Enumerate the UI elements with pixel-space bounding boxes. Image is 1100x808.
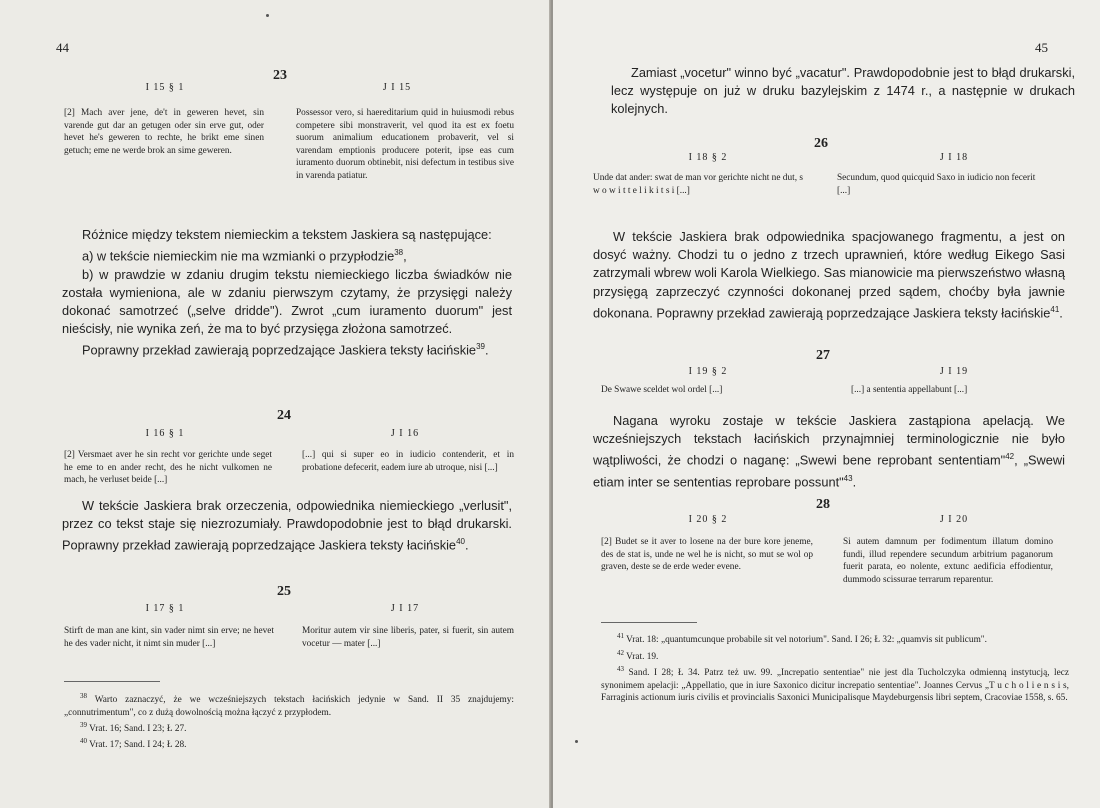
column-heading: I 15 § 1 (145, 82, 185, 93)
commentary-paragraph: W tekście Jaskiera brak orzeczenia, odpowiednika niemieckiego „verlusit", przez co tekst staje się niezrozumiały. Prawdopodobnie jest to błąd drukarski. Poprawny przekład zawierają poprzedzające Jaskiera teksty łacińskie$^{40}$. (62, 498, 512, 553)
footnote-ref: 39 (476, 342, 485, 352)
latin-text: [...] qui si super eo in iudicio contenderit, et in probatione defecerit, eadem iure ab utroque, nisi [...] (302, 450, 514, 473)
commentary-paragraph (62, 226, 512, 360)
speck (266, 14, 269, 17)
column-heading: I 19 § 2 (688, 366, 728, 377)
footnote-ref: 41 (1050, 304, 1060, 314)
footnote: $^{39}$ Vrat. 16; Sand. I 23; Ł 27. (80, 720, 187, 734)
german-text: [2] Versmaet aver he sin recht vor gerichte unde seget he eme to en ander recht, des he nicht vulkomen ne mach, he verluset beide [...] (64, 450, 272, 486)
footnote-ref: 38 (394, 248, 404, 258)
german-text: De Swawe sceldet wol ordel [...] (601, 385, 723, 395)
column-heading: J I 18 (939, 152, 969, 163)
footnote: $^{38}$ Warto zaznaczyć, że we wcześniejszych tekstach łacińskich jedynie w Sand. II 35 znajdujemy: „connutrimentum", co z dużą dowolnością można łączyć z przypłodem. (64, 692, 514, 718)
speck (575, 740, 578, 743)
column-heading: J I 15 (382, 82, 412, 93)
footnote: $^{40}$ Vrat. 17; Sand. I 24; Ł 28. (80, 737, 187, 751)
list-item: a) w tekście niemieckim nie ma wzmianki o przypłodzie$^{38}$, (82, 248, 407, 264)
latin-text: [...] a sententia appellabunt [...] (851, 385, 968, 395)
column-heading: I 18 § 2 (688, 152, 728, 163)
footnote-ref: 43 (843, 473, 853, 483)
list-item: b) w prawdzie w zdaniu drugim tekstu niemieckiego liczba świadków nie została wymieniona, ale w zdaniu pierwszym czytamy, że przysięgi należy dokonać samotrzeć („selve dridde"). Zwrot „cum iuramento duorum" jest nieścisły, nie wynika zeń, że ma to być przysięga złożona samotrzeć. (62, 266, 512, 337)
footnote-ref: 40 (456, 537, 465, 547)
commentary-paragraph: W tekście Jaskiera brak odpowiednika spacjowanego fragmentu, a jest on dosyć ważny. Chodzi tu o jedno z trzech uprawnień, które według Eikego Sasi zatrzymali wbrew woli Karola Wielkiego. Sas mianowicie ma pierwszeństwo własną przysięgą zaprzeczyć czynności dokonanej przed sądem, choćby była jawnie dokonana. Poprawny przekład zawierają poprzedzające Jaskiera teksty łacińskie$^{41}$. (593, 229, 1065, 321)
section-number: 26 (814, 136, 828, 151)
footnotes (64, 690, 514, 752)
footnote-ref: 42 (1005, 452, 1015, 462)
column-heading: J I 17 (390, 603, 420, 614)
commentary-paragraph: Zamiast „vocetur" winno być „vacatur". Prawdopodobnie jest to błąd drukarski, lecz występuje on już w druku bazylejskim z 1474 r., a następnie w drukach kolejnych. (611, 65, 1075, 117)
right-page (553, 0, 1100, 808)
section-number: 23 (273, 68, 287, 83)
german-text: [2] Mach aver jene, de't in geweren hevet, sin varende gut dar an getugen oder sin erve gut, oder hevet he's geweren to rechte, he brikt eme sinen getuch; eme ne werde brok an sime geweren. (64, 108, 264, 156)
footnote-rule (601, 622, 697, 623)
column-heading: J I 19 (939, 366, 969, 377)
commentary-paragraph: Nagana wyroku zostaje w tekście Jaskiera zastąpiona apelacją. We wcześniejszych tekstach łacińskich przynajmniej terminologicznie nie było wątpliwości, że chodzi o naganę: „Swewi bene reprobant sententiam"$^{42}$, „Swewi etiam inter se sententias reprobare possunt"$^{43}$. (593, 413, 1065, 490)
footnote: $^{43}$ Sand. I 28; Ł 34. Patrz też uw. 99. „Increpatio sententiae" nie jest dla Tucholczyka odmienną instytucją, lecz synonimem apelacji: „Appellatio, que in iure Saxonico dicitur increpatio sententiae". Joannes Cervus „T u c h o l i e n s i s, Farraginis actionum iuris civilis et provincialis Saxonici Municipalisque Maydeburgensis libri septem, Cracoviae 1558, s. 65. (601, 665, 1070, 703)
footnote-rule (64, 681, 160, 682)
section-number: 28 (816, 497, 830, 512)
german-text: [2] Budet se it aver to losene na der bure kore jeneme, des de stat is, unde ne wel he is nicht, so mut se wol op graven, deste se de erde weder evene. (601, 537, 813, 573)
latin-text: Moritur autem vir sine liberis, pater, si fuerit, sin autem vocetur — mater [...] (302, 626, 514, 649)
latin-text: Secundum, quod quicquid Saxo in iudicio non fecerit [...] (837, 173, 1036, 196)
german-text: Unde dat ander: swat de man vor gerichte nicht ne dut, s w o w i t t e l i k i t s i [...] (593, 173, 803, 196)
column-heading: I 16 § 1 (145, 428, 185, 439)
column-heading: J I 16 (390, 428, 420, 439)
footnotes (601, 630, 1069, 704)
page-number: 45 (1035, 40, 1048, 55)
section-number: 27 (816, 348, 830, 363)
column-heading: I 17 § 1 (145, 603, 185, 614)
column-heading: J I 20 (939, 514, 969, 525)
german-text: Stirft de man ane kint, sin vader nimt sin erve; ne hevet he des vader nicht, it nimt sin muder [...] (64, 626, 274, 649)
paragraph-text: Poprawny przekład zawierają poprzedzające Jaskiera teksty łacińskie$^{39}$. (82, 342, 489, 358)
page-number: 44 (56, 40, 69, 55)
latin-text: Possessor vero, si haereditarium quid in huiusmodi rebus competere sibi monstraverit, vel quod ita est ex foetu suorum animalium educationem probaverit, vel si varendam emptionis producere poterit, ipse eas cum iuramento duorum obtinebit, nisi defectum in testibus sive in varenda patiatur. (296, 108, 514, 181)
paragraph-intro: Różnice między tekstem niemieckim a tekstem Jaskiera są następujące: (82, 227, 492, 242)
footnote: $^{41}$ Vrat. 18: „quantumcunque probabile sit vel notorium". Sand. I 26; Ł 32: „quamvis sit publicum". (617, 632, 987, 646)
column-heading: I 20 § 2 (688, 514, 728, 525)
section-number: 25 (277, 584, 291, 599)
latin-text: Si autem damnum per fodimentum illatum domino fundi, illud rependere secundum arbitrium paganorum fuerit parata, eo nolente, extunc aedificia effodientur, dummodo scissurae terrarum reparentur. (843, 537, 1053, 585)
footnote: $^{42}$ Vrat. 19. (617, 648, 659, 662)
section-number: 24 (277, 408, 291, 423)
